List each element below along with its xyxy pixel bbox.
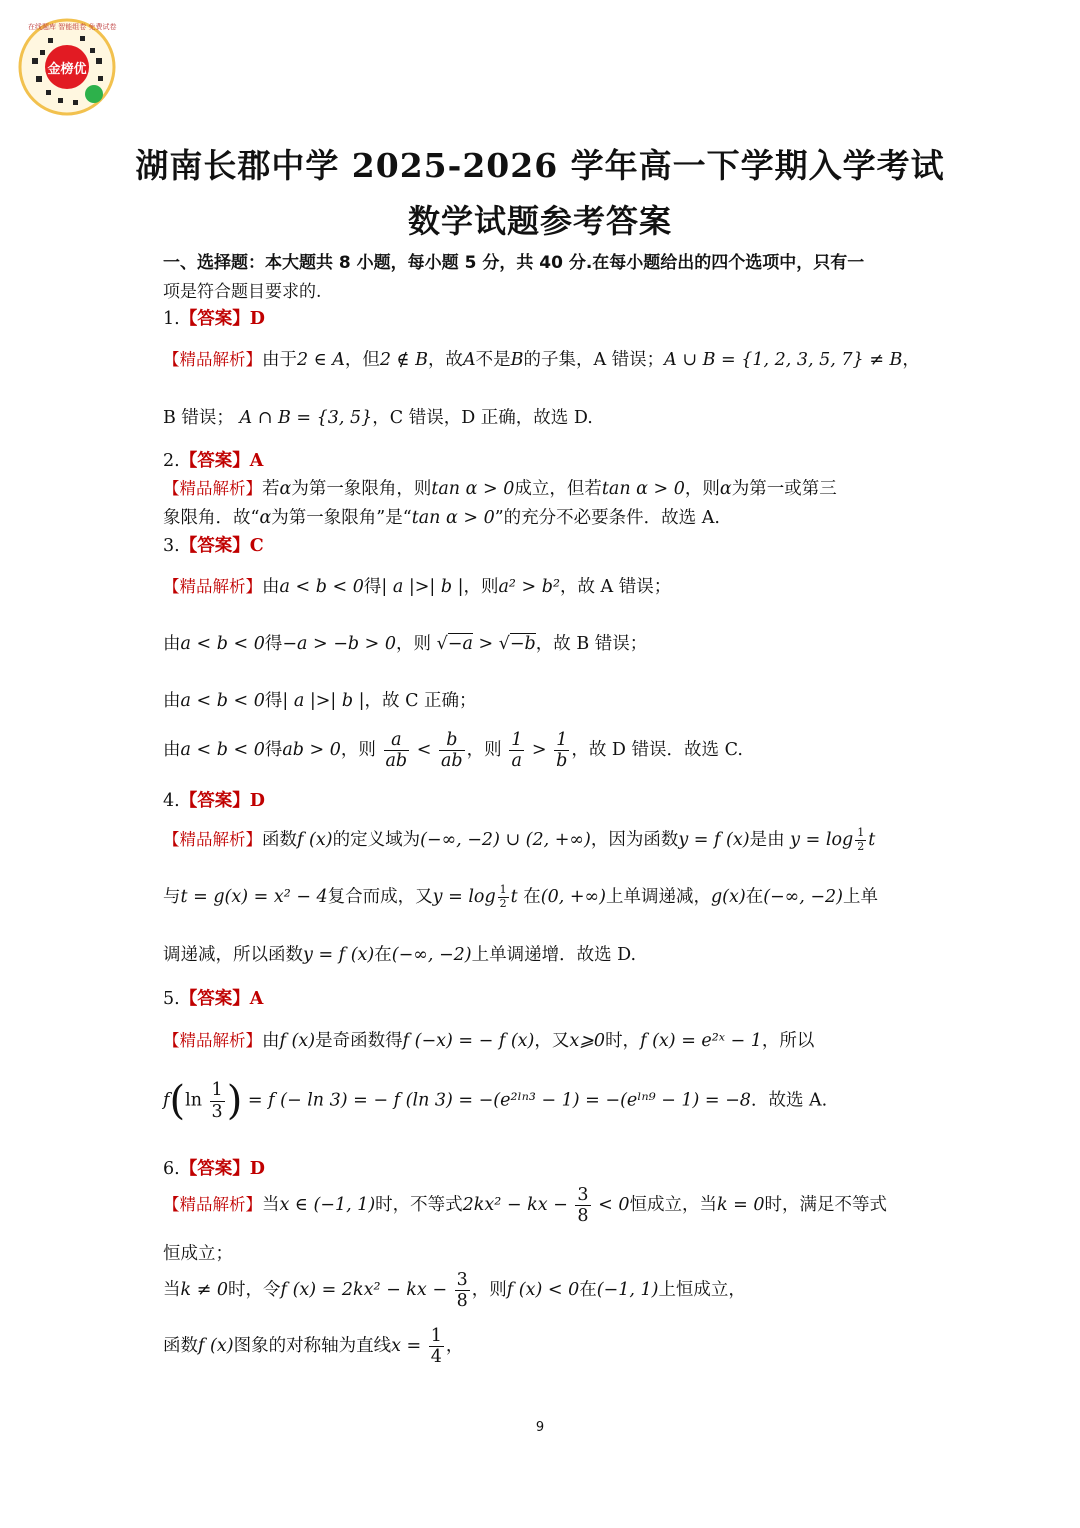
question-6-analysis-line4: 函数f (x)图象的对称轴为直线x = $\frac{1}{4}$ ，: [163, 1326, 464, 1368]
question-5-answer: 5.【答案】A: [163, 989, 264, 1009]
fraction: $\frac{1}{a}$: [511, 730, 523, 772]
question-5-analysis-line1: 【精品解析】由f (x)是奇函数得f (−x) = − f (x)，又x⩾0时，f (x) = e²ˣ − 1，所以: [163, 1031, 815, 1051]
question-1-analysis-line2: B 错误； A ∩ B = {3, 5}，C 错误，D 正确，故选 D.: [163, 408, 593, 428]
fraction: $\frac{3}{8}$: [456, 1270, 468, 1312]
fraction: $\frac{b}{ab}$: [440, 730, 463, 772]
question-5-analysis-line2: f(ln $\frac{1}{3}$ ) = f (− ln 3) = − f (ln 3) = −(e²ˡⁿ³ − 1) = −(eˡⁿ⁹ − 1) = −8．故选 A.: [163, 1078, 828, 1124]
logo: [18, 18, 116, 116]
fraction: $\frac{3}{8}$: [577, 1185, 589, 1227]
page-number: 9: [535, 1420, 545, 1435]
question-1-answer: 1.【答案】D: [163, 309, 265, 329]
page-subtitle: 数学试题参考答案: [407, 202, 672, 240]
logo-center-text: 金榜优: [47, 62, 87, 77]
section-header-line2: 项是符合题目要求的.: [163, 282, 322, 302]
question-4-answer: 4.【答案】D: [163, 791, 265, 811]
question-3-analysis-line1: 【精品解析】由a < b < 0得| a |>| b |，则a² > b²，故 A 错误；: [163, 577, 672, 597]
question-3-analysis-line4: 由a < b < 0得ab > 0，则 $\frac{a}{ab}$ < $\frac{b}{ab}$ ，则 $\frac{1}{a}$ > $\frac{1}{b}$ ，故 D 错误．故选 C.: [163, 730, 743, 772]
page-title: 湖南长郡中学 2025-2026 学年高一下学期入学考试: [135, 146, 945, 185]
question-4-analysis-line2: 与t = g(x) = x² − 4复合而成，又y = log $\frac{1}{2}$ t 在(0, +∞)上单调递减，g(x)在(−∞, −2)上单: [163, 883, 879, 910]
question-6-answer: 6.【答案】D: [163, 1159, 265, 1179]
logo-ring-text: 在线题库 智能组卷 免费试卷: [28, 23, 117, 31]
question-6-analysis-line2: 恒成立；: [163, 1244, 233, 1264]
section-header-line1: 一、选择题：本大题共 8 小题，每小题 5 分，共 40 分.在每小题给出的四个选项中，只有一: [163, 253, 865, 273]
question-4-analysis-line3: 调递减，所以函数y = f (x)在(−∞, −2)上单调递增．故选 D.: [163, 945, 637, 965]
question-4-analysis-line1: 【精品解析】函数f (x)的定义域为(−∞, −2) ∪ (2, +∞)，因为函数y = f (x)是由 y = log $\frac{1}{2}$ t: [163, 826, 876, 853]
question-2-analysis-line2: 象限角．故“α为第一象限角”是“tan α > 0”的充分不必要条件．故选 A.: [163, 508, 720, 528]
question-3-answer: 3.【答案】C: [163, 536, 264, 556]
fraction: $\frac{1}{b}$: [556, 730, 568, 772]
fraction: $\frac{a}{ab}$: [385, 730, 408, 772]
fraction: $\frac{1}{3}$: [211, 1080, 223, 1122]
fraction: $\frac{1}{4}$: [430, 1326, 442, 1368]
question-6-analysis-line1: 【精品解析】当x ∈ (−1, 1)时，不等式2kx² − kx − $\frac{3}{8}$ < 0恒成立，当k = 0时，满足不等式: [163, 1185, 887, 1227]
question-6-analysis-line3: 当k ≠ 0时，令f (x) = 2kx² − kx − $\frac{3}{8}$ ，则f (x) < 0在(−1, 1)上恒成立，: [163, 1270, 746, 1312]
question-3-analysis-line3: 由a < b < 0得| a |>| b |，故 C 正确；: [163, 691, 477, 711]
question-3-analysis-line2: 由a < b < 0得−a > −b > 0，则 √−a > √−b，故 B 错误；: [163, 634, 648, 654]
question-2-answer: 2.【答案】A: [163, 451, 264, 471]
question-1-analysis-line1: 【精品解析】由于2 ∈ A，但2 ∉ B，故A不是B的子集，A 错误；A ∪ B = {1, 2, 3, 5, 7} ≠ B，: [163, 350, 920, 370]
fraction: $\frac{1}{2}$: [499, 883, 507, 910]
fraction: $\frac{1}{2}$: [857, 826, 865, 853]
question-2-analysis-line1: 【精品解析】若α为第一象限角，则tan α > 0成立，但若tan α > 0，则α为第一或第三: [163, 479, 837, 499]
